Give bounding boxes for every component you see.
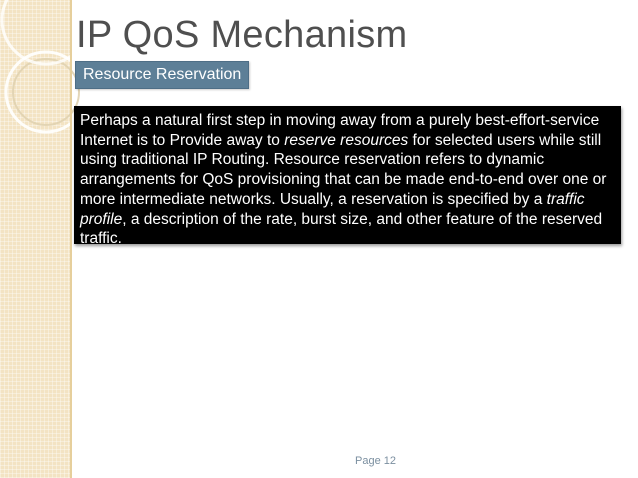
subtitle-label: Resource Reservation [75,61,249,89]
body-emphasis-traffic-profile: traffic profile [80,190,585,228]
body-text-part-2: for selected users while still using traditional IP Routing. Resource reservation refers to dynamic arrangements for QoS provisioning that can be made end-to-end over one or more intermediate networks. Usually, a reservation is specified by a [80,131,607,208]
body-text-part-3: , a description of the rate, burst size, and other feature of the reserved traffic. [80,210,603,248]
slide-title: IP QoS Mechanism [76,14,408,56]
body-text-part-1: Perhaps a natural first step in moving away from a purely best-effort-service Internet is to Provide away to [80,112,600,149]
page-number: Page 12 [355,455,396,467]
divider-line [70,0,72,478]
body-text-box [74,106,621,248]
body-emphasis-reserve-resources: reserve resources [284,131,409,149]
